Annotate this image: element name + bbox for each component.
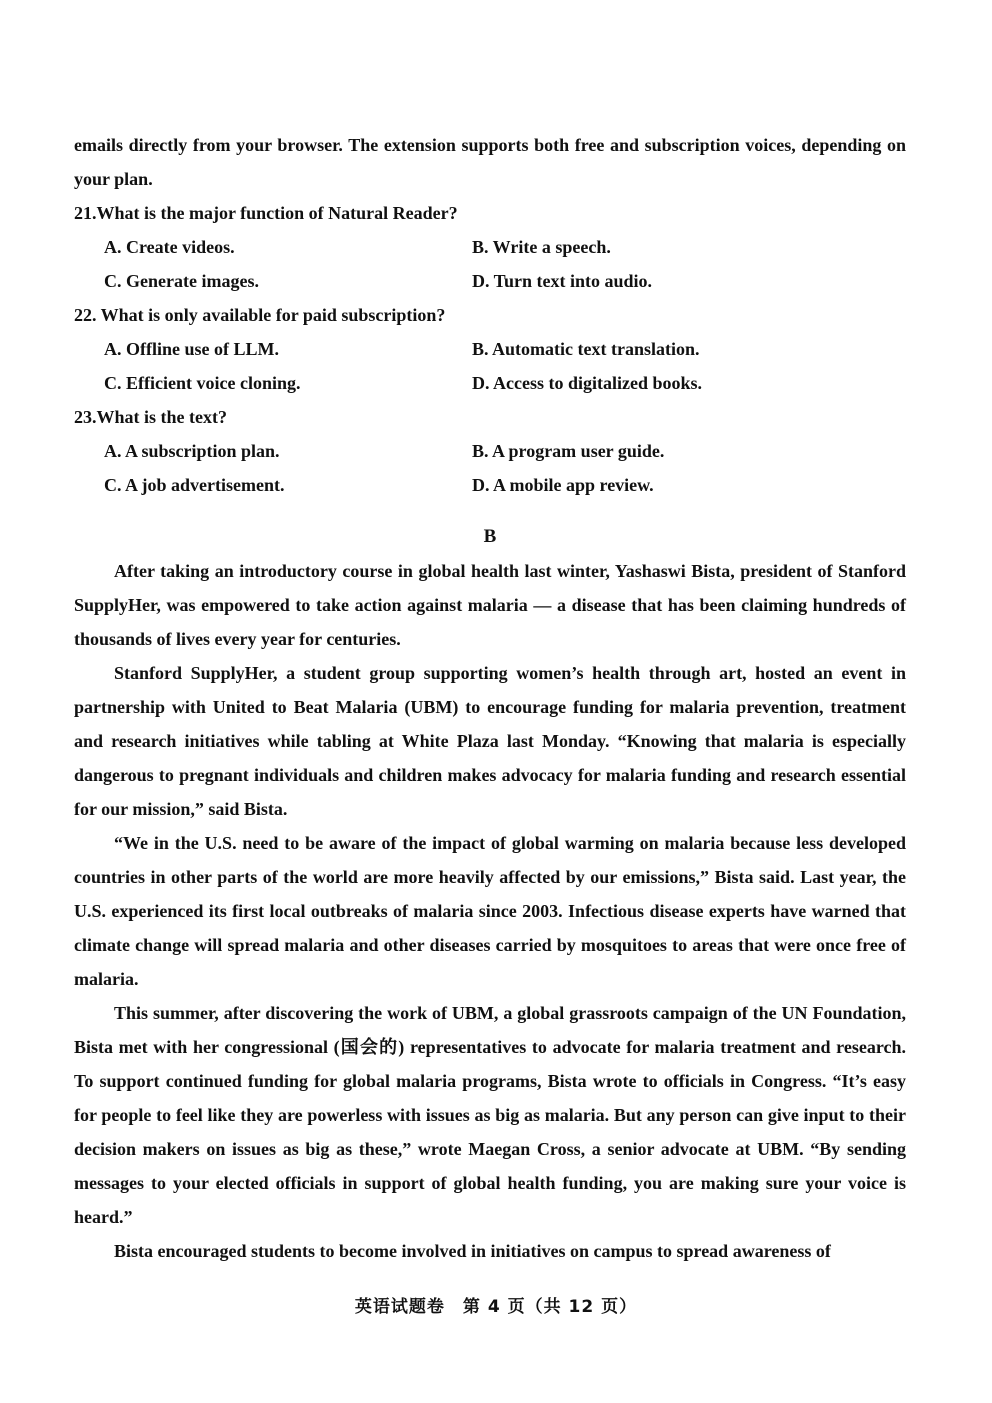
option-grid	[104, 332, 906, 400]
question-22	[74, 298, 906, 400]
question-stem: 22. What is only available for paid subscription?	[74, 305, 446, 325]
option-c: C. A job advertisement.	[104, 475, 285, 495]
option-grid	[104, 434, 906, 502]
option-a: A. Offline use of LLM.	[104, 339, 279, 359]
option-b: B. A program user guide.	[472, 441, 665, 461]
question-stem: 21.What is the major function of Natural Reader?	[74, 203, 458, 223]
question-23	[74, 400, 906, 502]
passage-paragraph-2: Stanford SupplyHer, a student group supporting women’s health through art, hosted an event in partnership with United to Beat Malaria (UBM) to encourage funding for malaria prevention, treatment and research initiatives while tabling at White Plaza last Monday. “Knowing that malaria is especially dangerous to pregnant individuals and children makes advocacy for malaria funding and research essential for our mission,” said Bista.	[74, 663, 906, 819]
option-b: B. Write a speech.	[472, 237, 611, 257]
option-d: D. A mobile app review.	[472, 475, 654, 495]
passage-paragraph-5: Bista encouraged students to become involved in initiatives on campus to spread awareness of	[114, 1241, 831, 1261]
question-stem: 23.What is the text?	[74, 407, 227, 427]
option-d: D. Access to digitalized books.	[472, 373, 703, 393]
option-b: B. Automatic text translation.	[472, 339, 700, 359]
question-21	[74, 196, 906, 298]
intro-tail: emails directly from your browser. The extension supports both free and subscription voices, depending on your plan.	[74, 135, 906, 189]
section-b-title: B	[483, 526, 497, 547]
option-c: C. Efficient voice cloning.	[104, 373, 301, 393]
option-a: A. A subscription plan.	[104, 441, 280, 461]
passage-paragraph-4: This summer, after discovering the work of UBM, a global grassroots campaign of the UN Foundation, Bista met with her congressional (国会的) representatives to advocate for malaria treatment and research. To support continued funding for global malaria programs, Bista wrote to officials in Congress. “It’s easy for people to feel like they are powerless with issues as big as malaria. But any person can give input to their decision makers on issues as big as these,” wrote Maegan Cross, a senior advocate at UBM. “By sending messages to your elected officials in support of global health funding, you are making sure your voice is heard.”	[74, 1003, 906, 1227]
option-a: A. Create videos.	[104, 237, 235, 257]
option-grid	[104, 230, 906, 298]
passage-paragraph-1: After taking an introductory course in global health last winter, Yashaswi Bista, president of Stanford SupplyHer, was empowered to take action against malaria — a disease that has been claiming hundreds of thousands of lives every year for centuries.	[74, 561, 906, 649]
option-d: D. Turn text into audio.	[472, 271, 653, 291]
passage-paragraph-3: “We in the U.S. need to be aware of the impact of global warming on malaria because less developed countries in other parts of the world are more heavily affected by our emissions,” Bista said. Last year, the U.S. experienced its first local outbreaks of malaria since 2003. Infectious disease experts have warned that climate change will spread malaria and other diseases carried by mosquitoes to areas that were once free of malaria.	[74, 833, 906, 989]
page-footer: 英语试题卷 第 4 页（共 12 页）	[354, 1297, 638, 1317]
page-body	[74, 128, 906, 1268]
option-c: C. Generate images.	[104, 271, 259, 291]
